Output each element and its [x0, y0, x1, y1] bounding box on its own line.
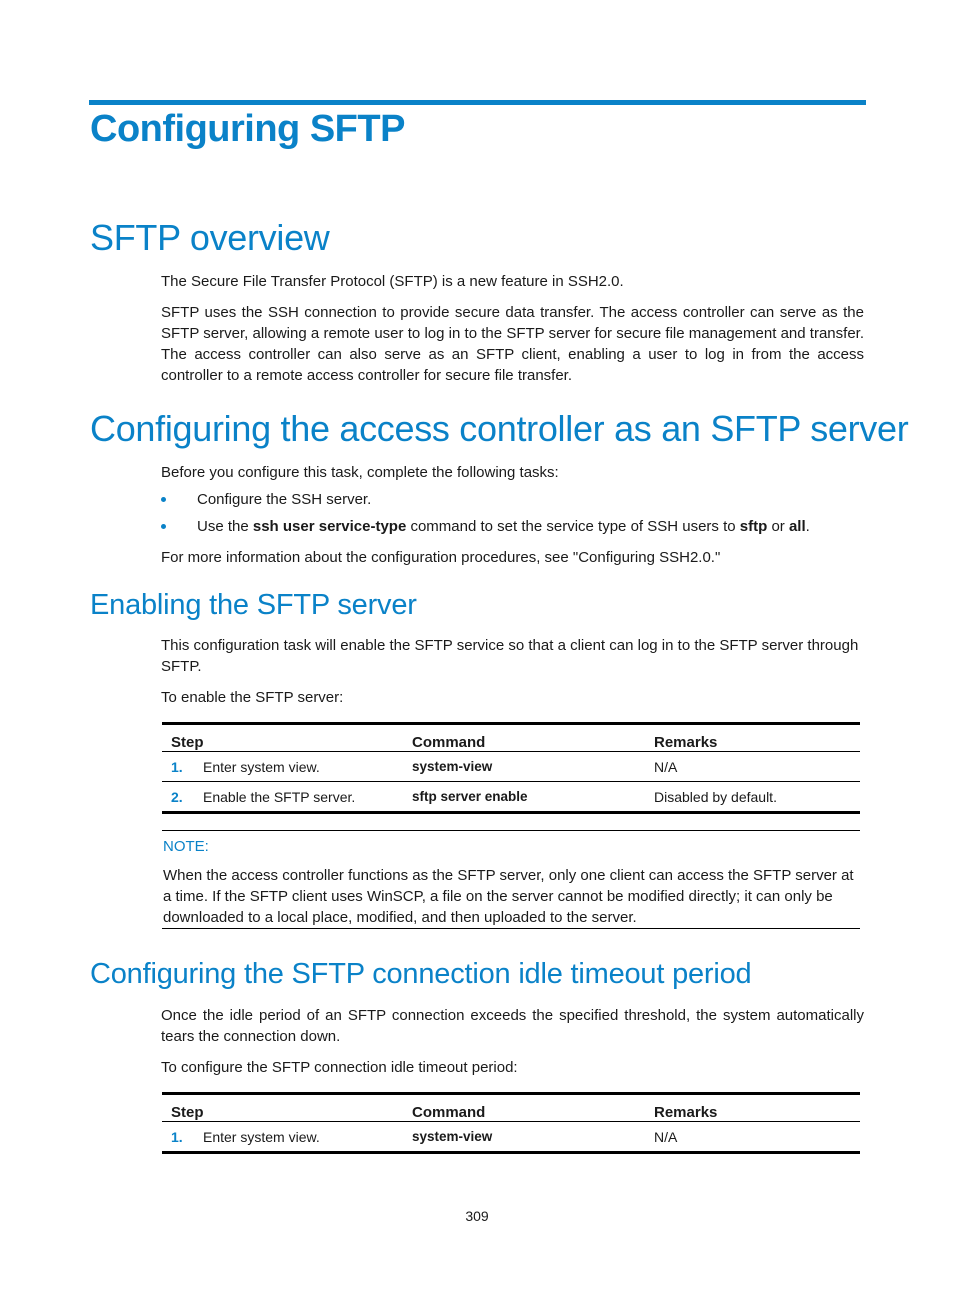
bullet-text: Configure the SSH server.	[197, 491, 372, 508]
heading-sftp-server: Configuring the access controller as an SFTP server	[90, 408, 909, 449]
table-row	[162, 752, 860, 782]
more-info-paragraph: For more information about the configuration procedures, see "Configuring SSH2.0."	[161, 549, 721, 566]
bullet-dot-icon	[161, 497, 166, 502]
table-row	[162, 782, 860, 813]
timeout-paragraph-1: Once the idle period of an SFTP connection exceeds the specified threshold, the system automatically tears the connection down.	[161, 1007, 864, 1045]
overview-paragraph-2: SFTP uses the SSH connection to provide secure data transfer. The access controller can serve as the SFTP server, allowing a remote user to log in to the SFTP server for secure file management and transfer. The access controller can also serve as an SFTP client, enabling a user to log in from the access controller to a remote access controller for secure file transfer.	[161, 304, 864, 384]
note-text: When the access controller functions as the SFTP server, only one client can access the SFTP server at a time. If the SFTP client uses WinSCP, a file on the server cannot be modified directly; it can only be downloaded to a local place, modified, and then uploaded to the server.	[163, 867, 854, 926]
enable-steps-table	[162, 722, 860, 814]
header-step: Step	[171, 734, 204, 751]
timeout-paragraph-2: To configure the SFTP connection idle timeout period:	[161, 1059, 518, 1076]
note-divider-top	[162, 830, 860, 831]
header-step: Step	[171, 1104, 204, 1121]
table-row	[162, 1122, 860, 1153]
step-number: 2.	[171, 788, 183, 805]
header-command: Command	[412, 1104, 486, 1121]
remarks-cell: N/A	[654, 1128, 678, 1145]
command-cell: system-view	[412, 1129, 493, 1144]
remarks-cell: N/A	[654, 758, 678, 775]
note-divider-bottom	[162, 928, 860, 929]
step-number: 1.	[171, 758, 183, 775]
step-cell	[162, 752, 403, 782]
step-cell	[162, 782, 403, 813]
enable-paragraph-1: This configuration task will enable the SFTP service so that a client can log in to the SFTP server through SFTP.	[161, 637, 859, 675]
step-number: 1.	[171, 1128, 183, 1145]
chapter-title: Configuring SFTP	[90, 108, 405, 150]
overview-paragraph-1: The Secure File Transfer Protocol (SFTP) is a new feature in SSH2.0.	[161, 273, 624, 290]
server-intro: Before you configure this task, complete the following tasks:	[161, 464, 559, 481]
header-remarks: Remarks	[654, 734, 718, 751]
header-command: Command	[412, 734, 486, 751]
step-cell	[162, 1122, 403, 1153]
step-text: Enter system view.	[203, 1128, 320, 1145]
step-text: Enter system view.	[203, 758, 320, 775]
command-cell: system-view	[412, 759, 493, 774]
enable-paragraph-2: To enable the SFTP server:	[161, 689, 344, 706]
table-header-row	[162, 1094, 860, 1122]
bullet-dot-icon	[161, 524, 166, 529]
header-remarks: Remarks	[654, 1104, 718, 1121]
heading-enabling-sftp: Enabling the SFTP server	[90, 589, 417, 621]
remarks-cell: Disabled by default.	[654, 788, 777, 805]
timeout-steps-table	[162, 1092, 860, 1154]
command-cell: sftp server enable	[412, 789, 528, 804]
heading-sftp-overview: SFTP overview	[90, 217, 330, 258]
table-header-row	[162, 724, 860, 752]
heading-idle-timeout: Configuring the SFTP connection idle timeout period	[90, 958, 752, 990]
bullet-text: Use the ssh user service-type command to set the service type of SSH users to sftp or all.	[197, 518, 810, 535]
note-label: NOTE:	[163, 838, 209, 855]
page-number: 309	[465, 1208, 489, 1224]
chapter-rule	[89, 100, 866, 105]
step-text: Enable the SFTP server.	[203, 788, 356, 805]
